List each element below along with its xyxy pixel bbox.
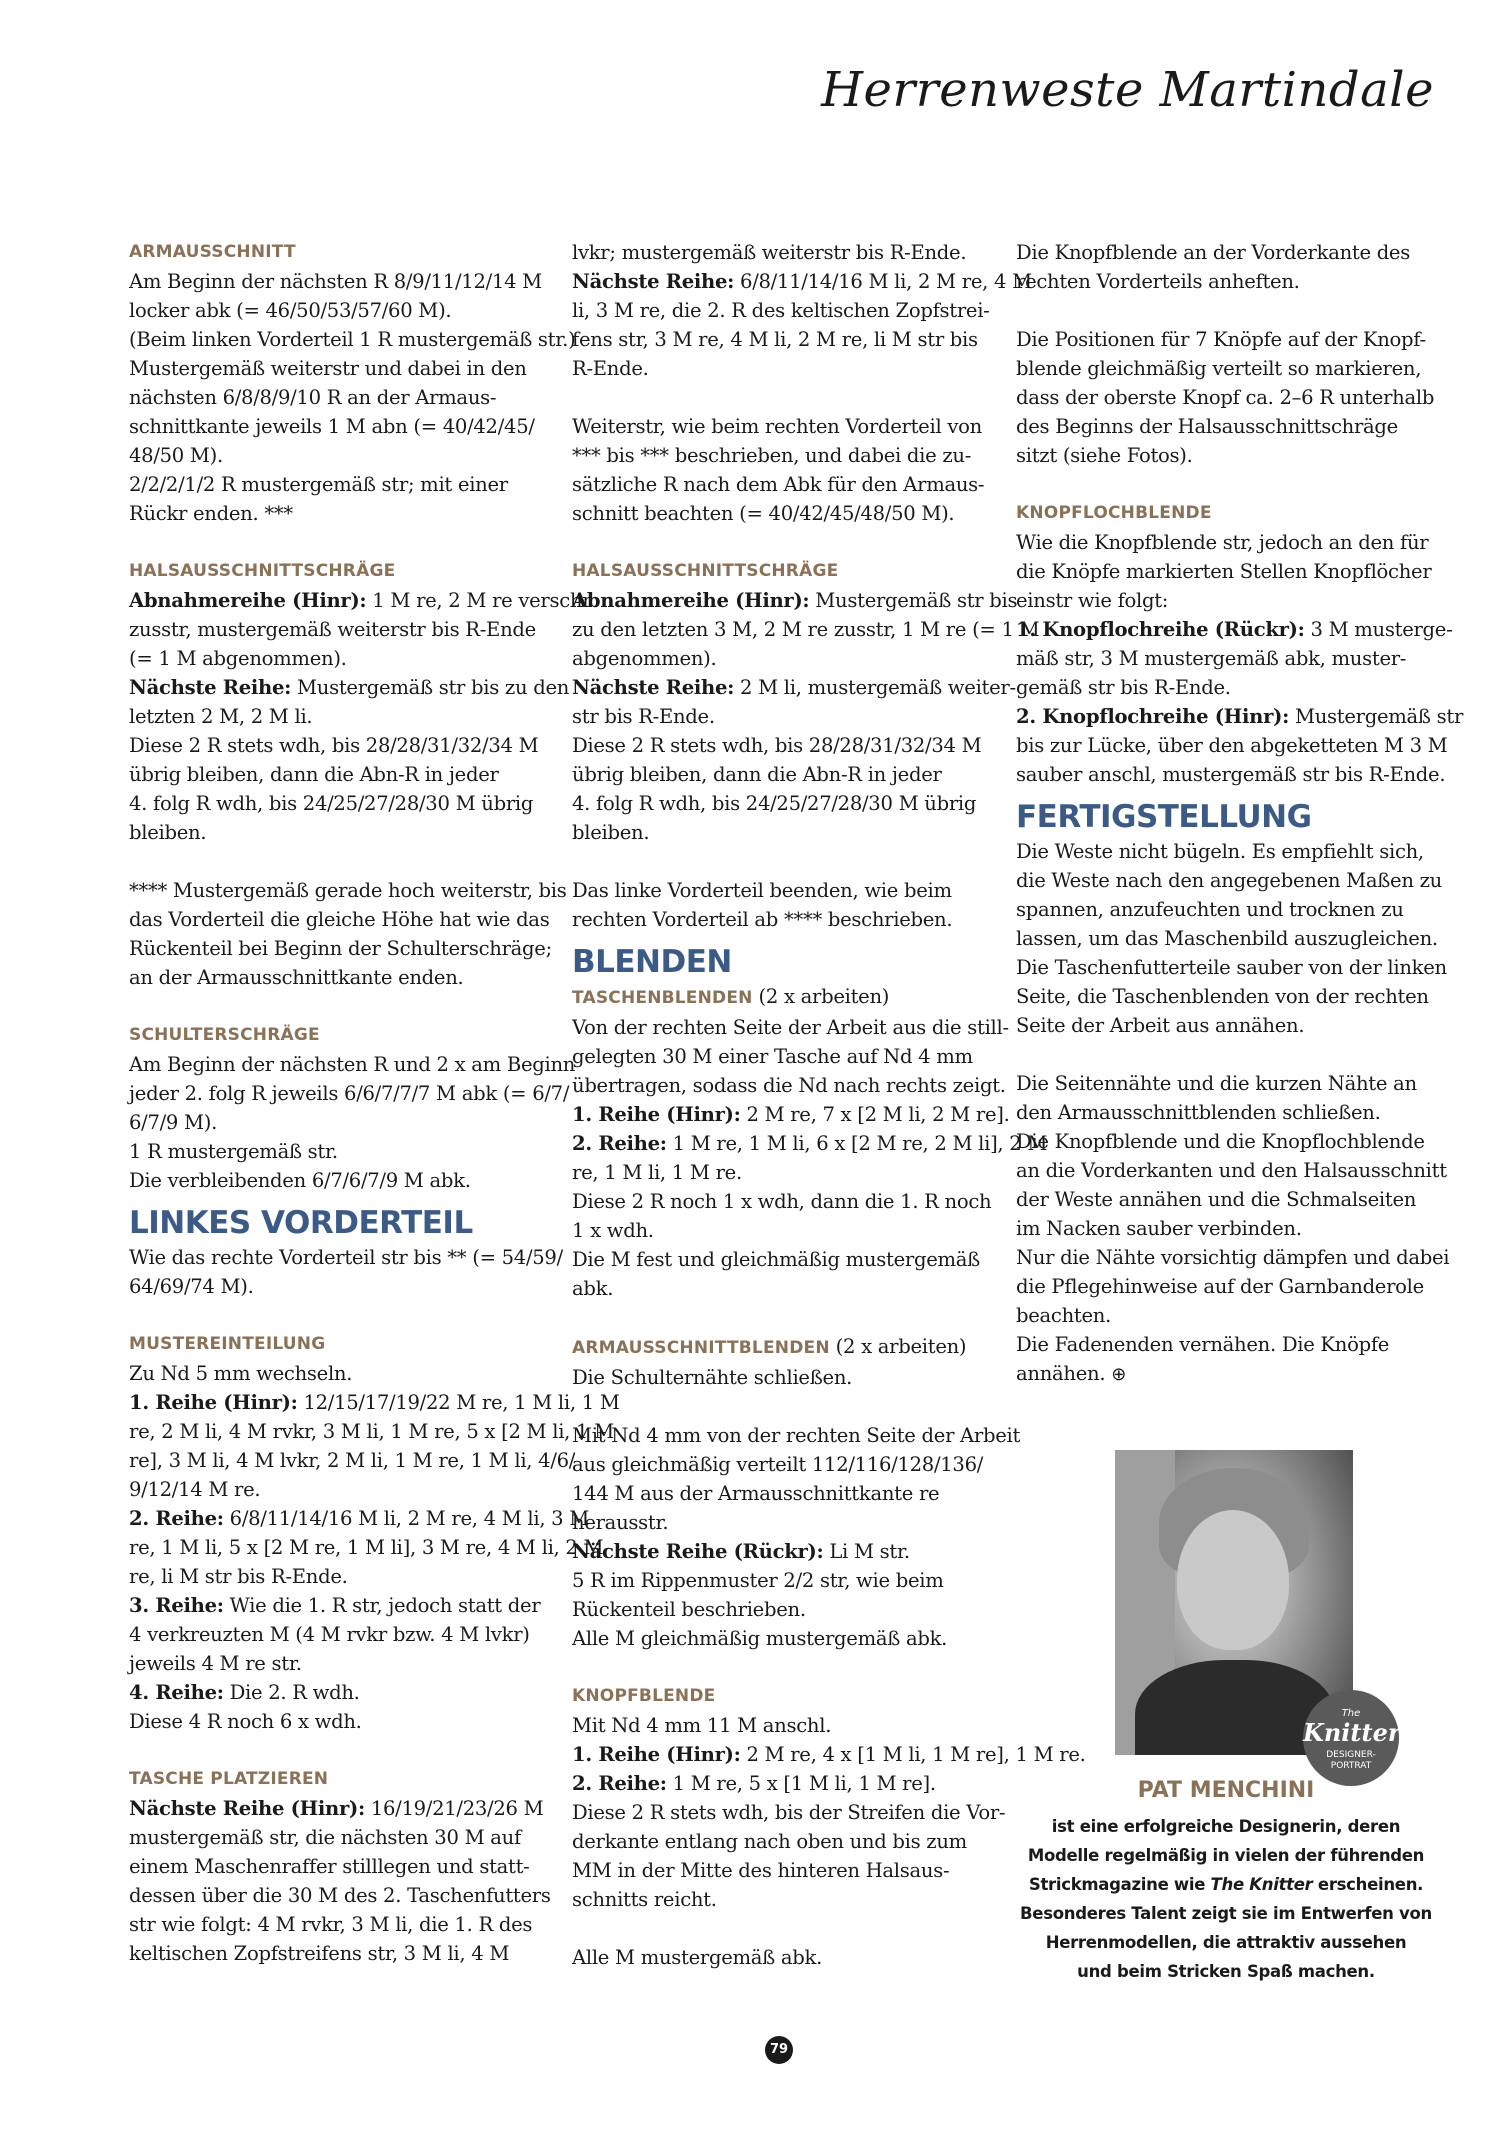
text-line: *** bis *** beschrieben, und dabei die zu- [572,444,972,467]
bold-label: 4. Reihe: [129,1681,224,1704]
knitter-logo-badge [1303,1690,1399,1786]
text-line: Am Beginn der nächsten R und 2 x am Beginn [129,1053,576,1076]
text-line: bleiben. [572,821,650,844]
text-line: die Weste nach den angegebenen Maßen zu [1016,869,1442,892]
text-line: (= 1 M abgenommen). [129,647,347,670]
text-line: Die Weste nicht bügeln. Es empfiehlt sich, [1016,840,1424,863]
text-line: bleiben. [129,821,207,844]
text-line: Die verbleibenden 6/7/6/7/9 M abk. [129,1169,471,1192]
text-line: ARMAUSSCHNITTBLENDEN (2 x arbeiten) [572,1335,967,1358]
text-line: **** Mustergemäß gerade hoch weiterstr, bis [129,879,567,902]
text-line: 9/12/14 M re. [129,1478,261,1501]
text-line: an die Vorderkanten und den Halsausschnitt [1016,1159,1447,1182]
text-line: abk. [572,1277,614,1300]
subheading: KNOPFBLENDE [572,1686,716,1706]
bold-label: 2. Reihe: [572,1772,667,1795]
bold-label: Abnahmereihe (Hinr): [572,589,810,612]
subheading: KNOPFLOCHBLENDE [1016,503,1212,523]
text-line: lvkr; mustergemäß weiterstr bis R-Ende. [572,241,967,264]
text-line: 64/69/74 M). [129,1275,254,1298]
bold-label: Nächste Reihe: [129,676,292,699]
text-line: übrig bleiben, dann die Abn-R in jeder [129,763,499,786]
bio-line: Strickmagazine wie The Knitter erscheinen. [1028,1875,1424,1894]
subheading: HALSAUSSCHNITTSCHRÄGE [129,561,396,581]
text-line: Von der rechten Seite der Arbeit aus die still- [572,1016,1009,1039]
text-line: beachten. [1016,1304,1112,1327]
paragraph [572,1943,992,1972]
text-line: den Armausschnittblenden schließen. [1016,1101,1381,1124]
section-heading: LINKES VORDERTEIL [129,1205,473,1241]
badge-sub1: DESIGNER- [1326,1750,1376,1760]
text-line: Diese 2 R noch 1 x wdh, dann die 1. R noch [572,1190,992,1213]
paragraph [572,586,1040,847]
text-line: jeder 2. folg R jeweils 6/6/7/7/7 M abk (= 6/7/ [129,1082,570,1105]
paragraph [572,412,992,528]
text-line: zu den letzten 3 M, 2 M re zusstr, 1 M re (= 1 M [572,618,1040,641]
text-line: Die M fest und gleichmäßig mustergemäß [572,1248,980,1271]
text-line: Die Positionen für 7 Knöpfe auf der Knopf- [1016,328,1426,351]
text-line: keltischen Zopfstreifens str, 3 M li, 4 M [129,1942,510,1965]
text-line: blende gleichmäßig verteilt so markieren, [1016,357,1422,380]
paragraph [1016,325,1436,470]
text-line: Die Fadenenden vernähen. Die Knöpfe [1016,1333,1390,1356]
text-line: 144 M aus der Armausschnittkante re [572,1482,940,1505]
text-line: 4. folg R wdh, bis 24/25/27/28/30 M übrig [572,792,977,815]
bio-line: Besonderes Talent zeigt sie im Entwerfen von [1020,1904,1432,1923]
column-3 [1016,238,1464,1418]
text-line: R-Ende. [572,357,649,380]
paragraph [129,267,576,528]
text-line: 5 R im Rippenmuster 2/2 str, wie beim [572,1569,944,1592]
text-line: nächsten 6/8/8/9/10 R an der Armaus- [129,386,497,409]
bold-label: 2. Knopflochreihe (Hinr): [1016,705,1290,728]
text-line: gemäß str bis R-Ende. [1016,676,1231,699]
text-line: re, 1 M li, 1 M re. [572,1161,742,1184]
section-heading: FERTIGSTELLUNG [1016,799,1312,835]
text-line: MM in der Mitte des hinteren Halsaus- [572,1859,950,1882]
bio-line: ist eine erfolgreiche Designerin, deren [1051,1817,1401,1836]
text-line: schnittkante jeweils 1 M abn (= 40/42/45/ [129,415,535,438]
text-line: mäß str, 3 M mustergemäß abk, muster- [1016,647,1407,670]
paragraph [129,1050,576,1195]
bold-label: 1. Reihe (Hinr): [572,1743,741,1766]
end-marker-icon: ⊕ [1111,1364,1126,1385]
text-line: abgenommen). [572,647,717,670]
text-line: der Weste annähen und die Schmalseiten [1016,1188,1417,1211]
text-line: lassen, um das Maschenbild auszugleichen. [1016,927,1438,950]
subheading: HALSAUSSCHNITTSCHRÄGE [572,561,839,581]
text-line: 4 verkreuzten M (4 M rvkr bzw. 4 M lvkr) [129,1623,530,1646]
text-line: rechten Vorderteil ab **** beschrieben. [572,908,953,931]
text-line: 48/50 M). [129,444,223,467]
text-line: übertragen, sodass die Nd nach rechts zeigt. [572,1074,1006,1097]
text-line: 2. Reihe: 1 M re, 5 x [1 M li, 1 M re]. [572,1772,936,1795]
paragraph [1016,837,1447,1040]
page-title: Herrenweste Martindale [821,62,1434,118]
text-line: Mit Nd 4 mm von der rechten Seite der Arbeit [572,1424,1021,1447]
text-line: übrig bleiben, dann die Abn-R in jeder [572,763,942,786]
text-line: mustergemäß str, die nächsten 30 M auf [129,1826,521,1849]
text-line: Wie die Knopfblende str, jedoch an den für [1016,531,1429,554]
bio-line: Herrenmodellen, die attraktiv aussehen [1045,1933,1407,1952]
text-line: Am Beginn der nächsten R 8/9/11/12/14 M [129,270,542,293]
designer-bio [1016,1812,1436,1986]
text-line: im Nacken sauber verbinden. [1016,1217,1302,1240]
section-heading: BLENDEN [572,944,732,980]
subheading: SCHULTERSCHRÄGE [129,1025,320,1045]
inline-subheading: ARMAUSSCHNITTBLENDEN [572,1338,830,1358]
text-line: Die Seitennähte und die kurzen Nähte an [1016,1072,1417,1095]
text-line: Die Schulternähte schließen. [572,1366,853,1389]
text-line: herausstr. [572,1511,669,1534]
text-line: fens str, 3 M re, 4 M li, 2 M re, li M str bis [572,328,978,351]
text-line: bis zur Lücke, über den abgeketteten M 3 M [1016,734,1448,757]
paragraph [129,586,592,847]
bio-line: und beim Stricken Spaß machen. [1077,1962,1375,1981]
text-line: Diese 2 R stets wdh, bis 28/28/31/32/34 M [129,734,539,757]
text-line: 2. Knopflochreihe (Hinr): Mustergemäß str [1016,705,1464,728]
page-number: 79 [765,2036,793,2064]
text-line: 1 R mustergemäß str. [129,1140,338,1163]
bold-label: Nächste Reihe: [572,270,735,293]
text-line: 2/2/2/1/2 R mustergemäß str; mit einer [129,473,508,496]
subheading: TASCHE PLATZIEREN [129,1769,329,1789]
text-line: Zu Nd 5 mm wechseln. [129,1362,353,1385]
paragraph [129,1359,620,1736]
text-line: Nächste Reihe: 6/8/11/14/16 M li, 2 M re, 4 M [572,270,1032,293]
badge-name: Knitter [1303,1718,1401,1747]
paragraph [1016,1069,1450,1389]
text-line: derkante entlang nach oben und bis zum [572,1830,967,1853]
text-line: 1. Reihe (Hinr): 12/15/17/19/22 M re, 1 M li, 1 M [129,1391,620,1414]
text-line: Diese 2 R stets wdh, bis 28/28/31/32/34 M [572,734,982,757]
text-line: 1 x wdh. [572,1219,654,1242]
text-line: str bis R-Ende. [572,705,715,728]
text-line: an der Armausschnittkante enden. [129,966,464,989]
text-line: Nur die Nähte vorsichtig dämpfen und dabei [1016,1246,1450,1269]
paragraph [572,1332,992,1392]
text-line: Die Taschenfutterteile sauber von der linken [1016,956,1447,979]
text-line: 4. folg R wdh, bis 24/25/27/28/30 M übrig [129,792,534,815]
text-line: sitzt (siehe Fotos). [1016,444,1193,467]
text-line: das Vorderteil die gleiche Höhe hat wie das [129,908,550,931]
text-line: zusstr, mustergemäß weiterstr bis R-Ende [129,618,536,641]
text-line: Abnahmereihe (Hinr): Mustergemäß str bis [572,589,1018,612]
text-line: gelegten 30 M einer Tasche auf Nd 4 mm [572,1045,973,1068]
text-line: 6/7/9 M). [129,1111,218,1134]
text-line: Rückenteil beschrieben. [572,1598,806,1621]
paragraph [572,982,1048,1303]
inline-subheading: TASCHENBLENDEN [572,988,753,1008]
bold-label: 2. Reihe: [572,1132,667,1155]
bold-label: 1. Knopflochreihe (Rückr): [1016,618,1305,641]
text-line: re, 2 M li, 4 M rvkr, 3 M li, 1 M re, 5 x [2 M li, 1 M [129,1420,614,1443]
bold-label: Nächste Reihe (Hinr): [129,1797,365,1820]
paragraph [572,238,1032,383]
text-line: Das linke Vorderteil beenden, wie beim [572,879,952,902]
bold-label: 1. Reihe (Hinr): [129,1391,298,1414]
text-line: aus gleichmäßig verteilt 112/116/128/136/ [572,1453,984,1476]
designer-name: PAT MENCHINI [1137,1778,1315,1803]
text-line: Seite, die Taschenblenden von der rechten [1016,985,1429,1008]
text-line: 3. Reihe: Wie die 1. R str, jedoch statt der [129,1594,541,1617]
text-line: Diese 2 R stets wdh, bis der Streifen die Vor- [572,1801,1006,1824]
text-line: Seite der Arbeit aus annähen. [1016,1014,1305,1037]
text-line: schnitts reicht. [572,1888,717,1911]
bold-label: Abnahmereihe (Hinr): [129,589,367,612]
text-line: Rückr enden. *** [129,502,293,525]
text-line: einstr wie folgt: [1016,589,1169,612]
text-line: einem Maschenraffer stilllegen und statt- [129,1855,530,1878]
text-line: Abnahmereihe (Hinr): 1 M re, 2 M re verschr [129,589,592,612]
text-line: dass der oberste Knopf ca. 2–6 R unterhalb [1016,386,1435,409]
text-line: Nächste Reihe: 2 M li, mustergemäß weiter- [572,676,1016,699]
text-line: Nächste Reihe (Hinr): 16/19/21/23/26 M [129,1797,544,1820]
text-line: letzten 2 M, 2 M li. [129,705,313,728]
text-line: Mit Nd 4 mm 11 M anschl. [572,1714,832,1737]
text-line: Alle M mustergemäß abk. [572,1946,823,1969]
text-line: TASCHENBLENDEN (2 x arbeiten) [572,985,890,1008]
text-line: Mustergemäß weiterstr und dabei in den [129,357,527,380]
text-line: re, li M str bis R-Ende. [129,1565,348,1588]
bold-label: 2. Reihe: [129,1507,224,1530]
text-line: annähen. ⊕ [1016,1362,1126,1385]
subheading: ARMAUSSCHNITT [129,242,296,262]
paragraph [1016,528,1464,789]
bold-label: 1. Reihe (Hinr): [572,1103,741,1126]
bold-label: 3. Reihe: [129,1594,224,1617]
text-line: Die Knopfblende und die Knopflochblende [1016,1130,1425,1153]
text-line: re, 1 M li, 5 x [2 M re, 1 M li], 3 M re, 4 M li, 2 M [129,1536,604,1559]
text-line: des Beginns der Halsausschnittschräge [1016,415,1398,438]
text-line: Weiterstr, wie beim rechten Vorderteil von [572,415,982,438]
text-line: re], 3 M li, 4 M lvkr, 2 M li, 1 M re, 1 M li, 4/6/ [129,1449,576,1472]
paragraph [572,1421,1021,1653]
text-line: die Pflegehinweise auf der Garnbanderole [1016,1275,1424,1298]
text-line: jeweils 4 M re str. [129,1652,302,1675]
text-line: die Knöpfe markierten Stellen Knopflöcher [1016,560,1432,583]
text-line: sätzliche R nach dem Abk für den Armaus- [572,473,985,496]
text-line: 1. Reihe (Hinr): 2 M re, 4 x [1 M li, 1 M re], 1 M re. [572,1743,1086,1766]
badge-sub2: PORTRAT [1330,1761,1372,1771]
badge-the: The [1341,1708,1361,1719]
bold-label: Nächste Reihe: [572,676,735,699]
paragraph [129,1243,563,1301]
bio-line: Modelle regelmäßig in vielen der führenden [1027,1846,1425,1865]
text-line: sauber anschl, mustergemäß str bis R-Ende. [1016,763,1446,786]
text-line: (Beim linken Vorderteil 1 R mustergemäß str.) [129,328,576,351]
text-line: schnitt beachten (= 40/42/45/48/50 M). [572,502,955,525]
text-line: Die Knopfblende an der Vorderkante des [1016,241,1410,264]
magazine-name: The Knitter [1210,1875,1313,1894]
text-line: locker abk (= 46/50/53/57/60 M). [129,299,452,322]
text-line: Nächste Reihe (Rückr): Li M str. [572,1540,910,1563]
text-line: rechten Vorderteils anheften. [1016,270,1300,293]
text-line: 2. Reihe: 6/8/11/14/16 M li, 2 M re, 4 M li, 3 M [129,1507,590,1530]
text-line: Diese 4 R noch 6 x wdh. [129,1710,362,1733]
text-line: 4. Reihe: Die 2. R wdh. [129,1681,360,1704]
paragraph [572,876,992,934]
text-line: 2. Reihe: 1 M re, 1 M li, 6 x [2 M re, 2 M li], 2 M [572,1132,1048,1155]
text-line: Alle M gleichmäßig mustergemäß abk. [572,1627,948,1650]
subheading: MUSTEREINTEILUNG [129,1334,326,1354]
paragraph [129,1794,549,1968]
text-line: 1. Knopflochreihe (Rückr): 3 M musterge- [1016,618,1453,641]
text-line: Rückenteil bei Beginn der Schulterschräge; [129,937,552,960]
bold-label: Nächste Reihe (Rückr): [572,1540,824,1563]
paragraph [1016,238,1436,296]
text-line: li, 3 M re, die 2. R des keltischen Zopfstrei- [572,299,990,322]
text-line: spannen, anzufeuchten und trocknen zu [1016,898,1404,921]
text-line: Nächste Reihe: Mustergemäß str bis zu den [129,676,570,699]
paragraph [572,1711,1086,1914]
paragraph [129,876,567,992]
text-line: Wie das rechte Vorderteil str bis ** (= 54/59/ [129,1246,563,1269]
text-line: 1. Reihe (Hinr): 2 M re, 7 x [2 M li, 2 M re]. [572,1103,1010,1126]
text-line: dessen über die 30 M des 2. Taschenfutters [129,1884,551,1907]
text-line: str wie folgt: 4 M rvkr, 3 M li, die 1. R des [129,1913,533,1936]
